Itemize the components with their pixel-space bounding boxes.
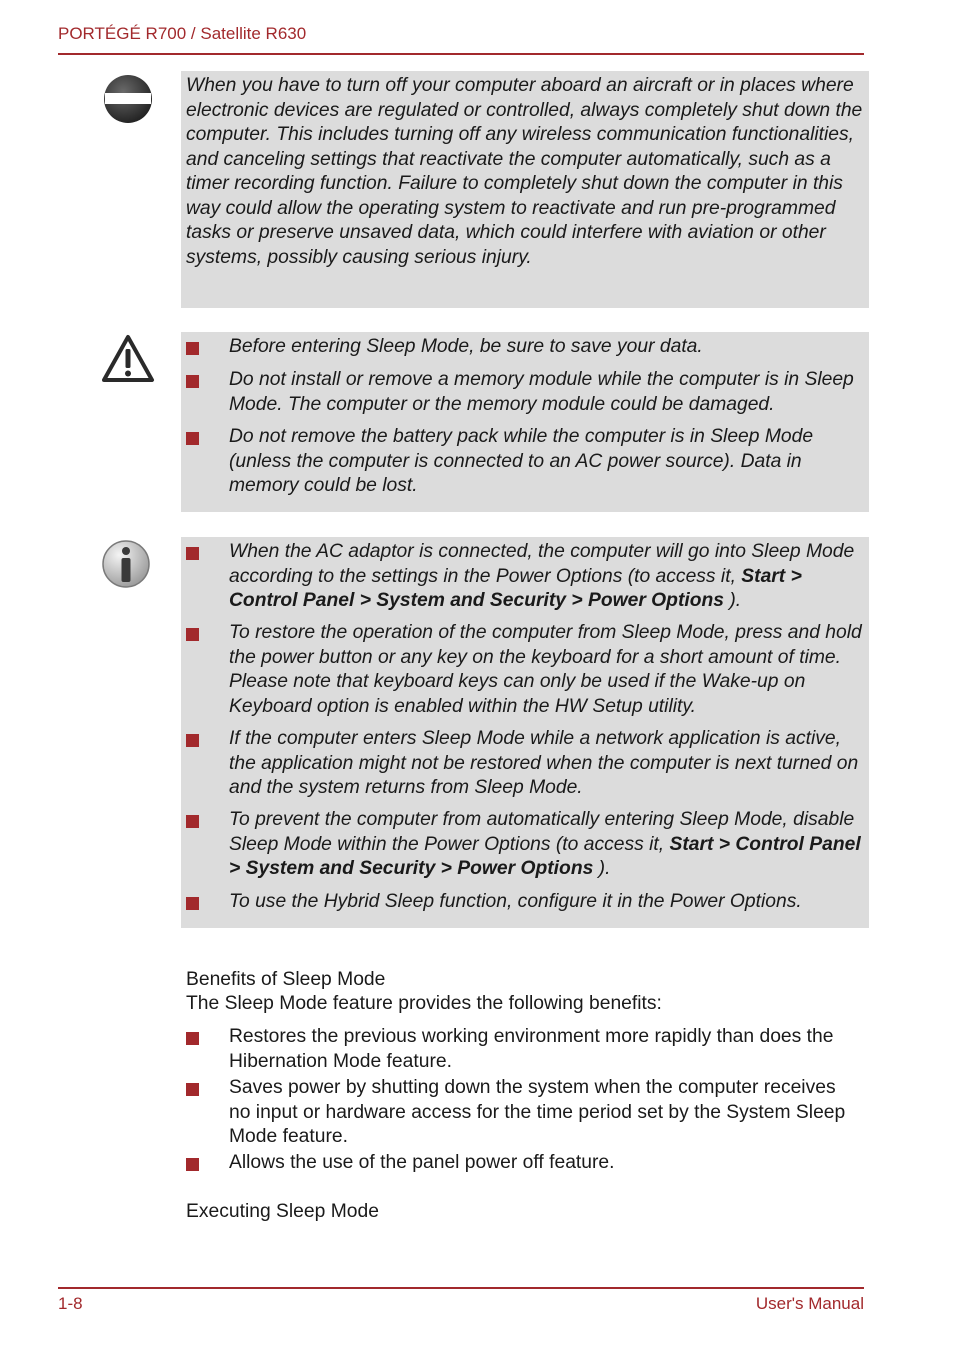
list-item: When the AC adaptor is connected, the computer will go into Sleep Mode according to the settings in the Power Options (to access it, Start > Control Panel > System and Security > Power Options ). (229, 540, 869, 614)
list-item: Do not install or remove a memory module while the computer is in Sleep Mode. The computer or the memory module could be damaged. (229, 368, 869, 417)
bullet-square-icon (186, 432, 199, 445)
list-item: To prevent the computer from automatically entering Sleep Mode, disable Sleep Mode within the Power Options (to access it, Start > Control Panel > System and Security > Power Options ). (229, 808, 869, 882)
header-divider (58, 53, 864, 55)
bullet-square-icon (186, 1032, 199, 1045)
list-item: Do not remove the battery pack while the computer is in Sleep Mode (unless the computer is connected to an AC power source). Data in memory could be lost. (229, 425, 869, 499)
list-item: To use the Hybrid Sleep function, configure it in the Power Options. (229, 890, 869, 915)
bullet-square-icon (186, 547, 199, 560)
page-number: 1-8 (58, 1294, 83, 1313)
stop-note-text: When you have to turn off your computer aboard an aircraft or in places where electronic devices are regulated or controlled, always completely shut down the computer. This includes turning off any wireless communication functionalities, and canceling settings that reactivate the computer automatically, such as a timer recording function. Failure to completely shut down the computer in this way could allow the operating system to reactivate and run pre-programmed tasks or preserve unsaved data, which could interfere with aviation or other systems, possibly causing serious injury. (186, 75, 863, 268)
bullet-square-icon (186, 628, 199, 641)
list-item: Saves power by shutting down the system when the computer receives no input or hardware access for the time period set by the System Sleep Mode feature. (229, 1076, 849, 1150)
info-icon (101, 540, 153, 597)
footer-divider (58, 1287, 864, 1289)
warning-triangle-icon (101, 334, 155, 389)
manual-name: User's Manual (755, 1294, 864, 1313)
bullet-square-icon (186, 734, 199, 747)
bullet-square-icon (186, 375, 199, 388)
bullet-square-icon (186, 1083, 199, 1096)
document-title: PORTÉGÉ R700 / Satellite R630 (58, 24, 307, 43)
list-item: If the computer enters Sleep Mode while a network application is active, the application might not be restored when the computer is next turned on and the system returns from Sleep Mode. (229, 727, 869, 801)
list-item: Allows the use of the panel power off feature. (229, 1151, 849, 1176)
bullet-square-icon (186, 815, 199, 828)
list-item: Before entering Sleep Mode, be sure to save your data. (229, 335, 869, 360)
list-item: Restores the previous working environment more rapidly than does the Hibernation Mode feature. (229, 1025, 849, 1074)
bullet-square-icon (186, 1158, 199, 1171)
section-heading-benefits: Benefits of Sleep Mode (186, 969, 386, 990)
bullet-square-icon (186, 342, 199, 355)
stop-icon (101, 74, 155, 131)
bullet-square-icon (186, 897, 199, 910)
benefits-intro: The Sleep Mode feature provides the following benefits: (186, 993, 662, 1014)
list-item: To restore the operation of the computer from Sleep Mode, press and hold the power button or any key on the keyboard for a short amount of time. Please note that keyboard keys can only be used if the Wake-up on Keyboard option is enabled within the HW Setup utility. (229, 621, 869, 719)
section-heading-executing: Executing Sleep Mode (186, 1201, 379, 1222)
